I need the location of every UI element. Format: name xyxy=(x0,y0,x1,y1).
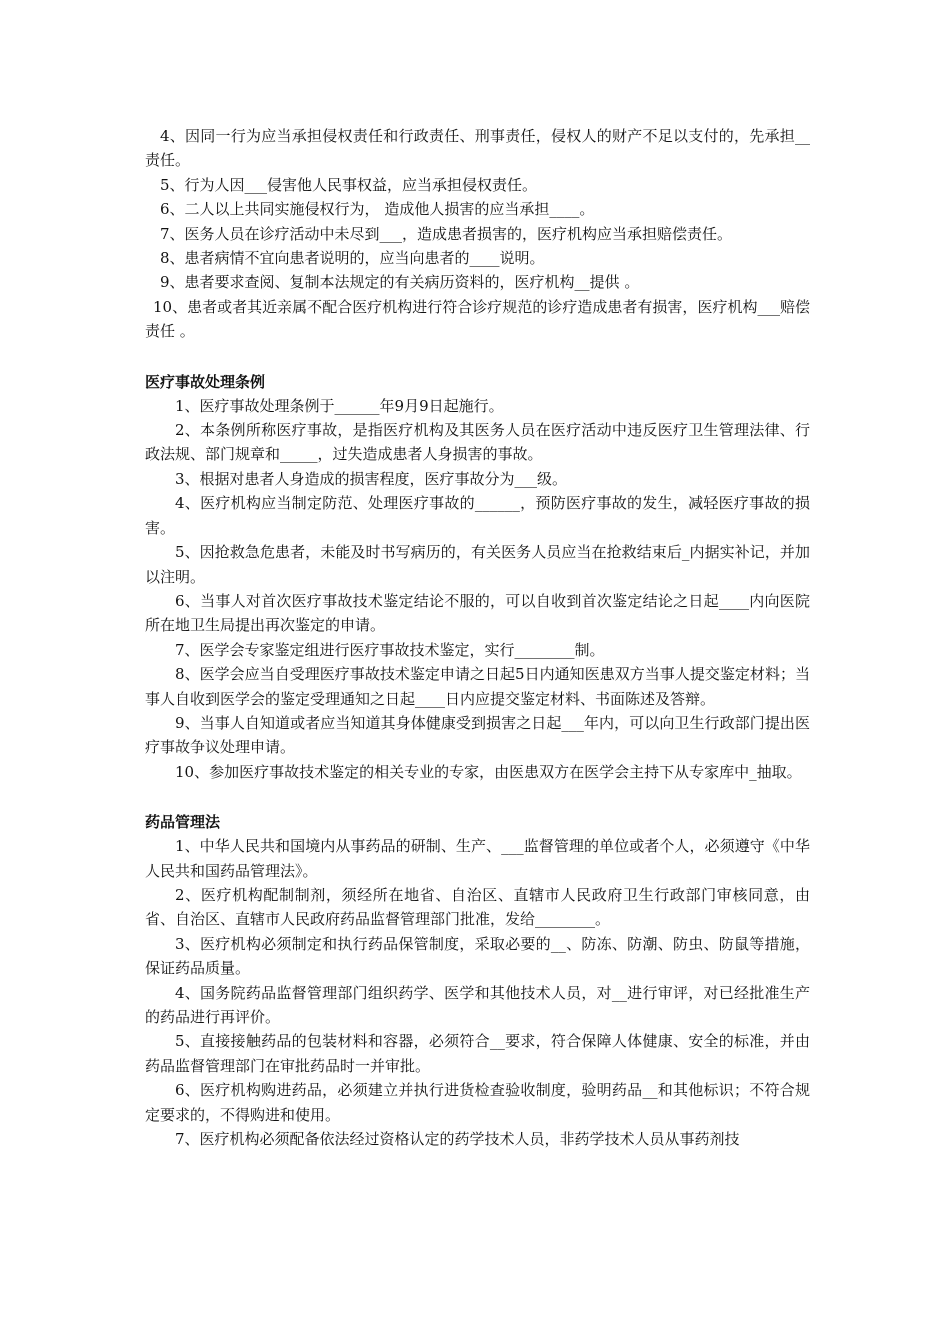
question-paragraph: 5、直接接触药品的包装材料和容器，必须符合__要求，符合保障人体健康、安全的标准，并由药品监督管理部门在审批药品时一并审批。 xyxy=(145,1032,810,1075)
question-paragraph: 4、因同一行为应当承担侵权责任和行政责任、刑事责任，侵权人的财产不足以支付的，先承担__责任。 xyxy=(145,127,810,170)
question-paragraph: 6、当事人对首次医疗事故技术鉴定结论不服的，可以自收到首次鉴定结论之日起____内向医院所在地卫生局提出再次鉴定的申请。 xyxy=(145,591,810,635)
question-paragraph: 3、根据对患者人身造成的损害程度，医疗事故分为___级。 xyxy=(175,469,568,488)
section-heading: 医疗事故处理条例 xyxy=(145,372,266,391)
section-medical-accident xyxy=(145,370,810,785)
question-paragraph: 6、医疗机构购进药品，必须建立并执行进货检查验收制度，验明药品__和其他标识；不符合规定要求的，不得购进和使用。 xyxy=(145,1081,810,1124)
question-paragraph: 2、本条例所称医疗事故，是指医疗机构及其医务人员在医疗活动中违反医疗卫生管理法律、行政法规、部门规章和_____，过失造成患者人身损害的事故。 xyxy=(145,421,810,464)
question-paragraph: 3、医疗机构必须制定和执行药品保管制度，采取必要的__、防冻、防潮、防虫、防鼠等措施，保证药品质量。 xyxy=(145,934,810,978)
question-paragraph: 1、中华人民共和国境内从事药品的研制、生产、___监督管理的单位或者个人，必须遵守《中华人民共和国药品管理法》。 xyxy=(145,837,810,880)
section-tort-law xyxy=(145,124,810,344)
question-paragraph: 7、医学会专家鉴定组进行医疗事故技术鉴定，实行________制。 xyxy=(175,640,605,659)
question-paragraph: 5、因抢救急危患者，未能及时书写病历的，有关医务人员应当在抢救结束后_内据实补记，并加以注明。 xyxy=(145,543,810,586)
question-paragraph: 9、患者要求查阅、复制本法规定的有关病历资料的，医疗机构__提供 。 xyxy=(160,273,640,292)
question-paragraph: 7、医疗机构必须配备依法经过资格认定的药学技术人员，非药学技术人员从事药剂技 xyxy=(175,1130,740,1149)
question-paragraph: 2、医疗机构配制制剂，须经所在地省、自治区、直辖市人民政府卫生行政部门审核同意，由省、自治区、直辖市人民政府药品监督管理部门批准，发给________。 xyxy=(145,885,810,929)
question-paragraph: 6、二人以上共同实施侵权行为， 造成他人损害的应当承担____。 xyxy=(160,200,595,219)
question-paragraph: 5、行为人因___侵害他人民事权益，应当承担侵权责任。 xyxy=(160,175,538,194)
section-drug-law xyxy=(145,810,810,1151)
question-paragraph: 8、患者病情不宜向患者说明的，应当向患者的____说明。 xyxy=(160,249,545,268)
question-paragraph: 10、患者或者其近亲属不配合医疗机构进行符合诊疗规范的诊疗造成患者有损害，医疗机构___赔偿责任 。 xyxy=(145,297,810,341)
question-paragraph: 7、医务人员在诊疗活动中未尽到___，造成患者损害的，医疗机构应当承担赔偿责任。 xyxy=(160,224,733,243)
question-paragraph: 10、参加医疗事故技术鉴定的相关专业的专家，由医患双方在医学会主持下从专家库中_抽取。 xyxy=(175,762,802,781)
question-paragraph: 4、医疗机构应当制定防范、处理医疗事故的______，预防医疗事故的发生，减轻医疗事故的损害。 xyxy=(145,494,810,537)
document-body xyxy=(145,124,810,1151)
question-paragraph: 8、医学会应当自受理医疗事故技术鉴定申请之日起5日内通知医患双方当事人提交鉴定材料；当事人自收到医学会的鉴定受理通知之日起____日内应提交鉴定材料、书面陈述及答辩。 xyxy=(145,665,810,708)
question-paragraph: 1、医疗事故处理条例于______年9月9日起施行。 xyxy=(175,396,504,415)
question-paragraph: 4、国务院药品监督管理部门组织药学、医学和其他技术人员，对__进行审评，对已经批准生产的药品进行再评价。 xyxy=(145,983,810,1026)
section-heading: 药品管理法 xyxy=(145,813,221,832)
question-paragraph: 9、当事人自知道或者应当知道其身体健康受到损害之日起___年内，可以向卫生行政部门提出医疗事故争议处理申请。 xyxy=(145,713,810,757)
